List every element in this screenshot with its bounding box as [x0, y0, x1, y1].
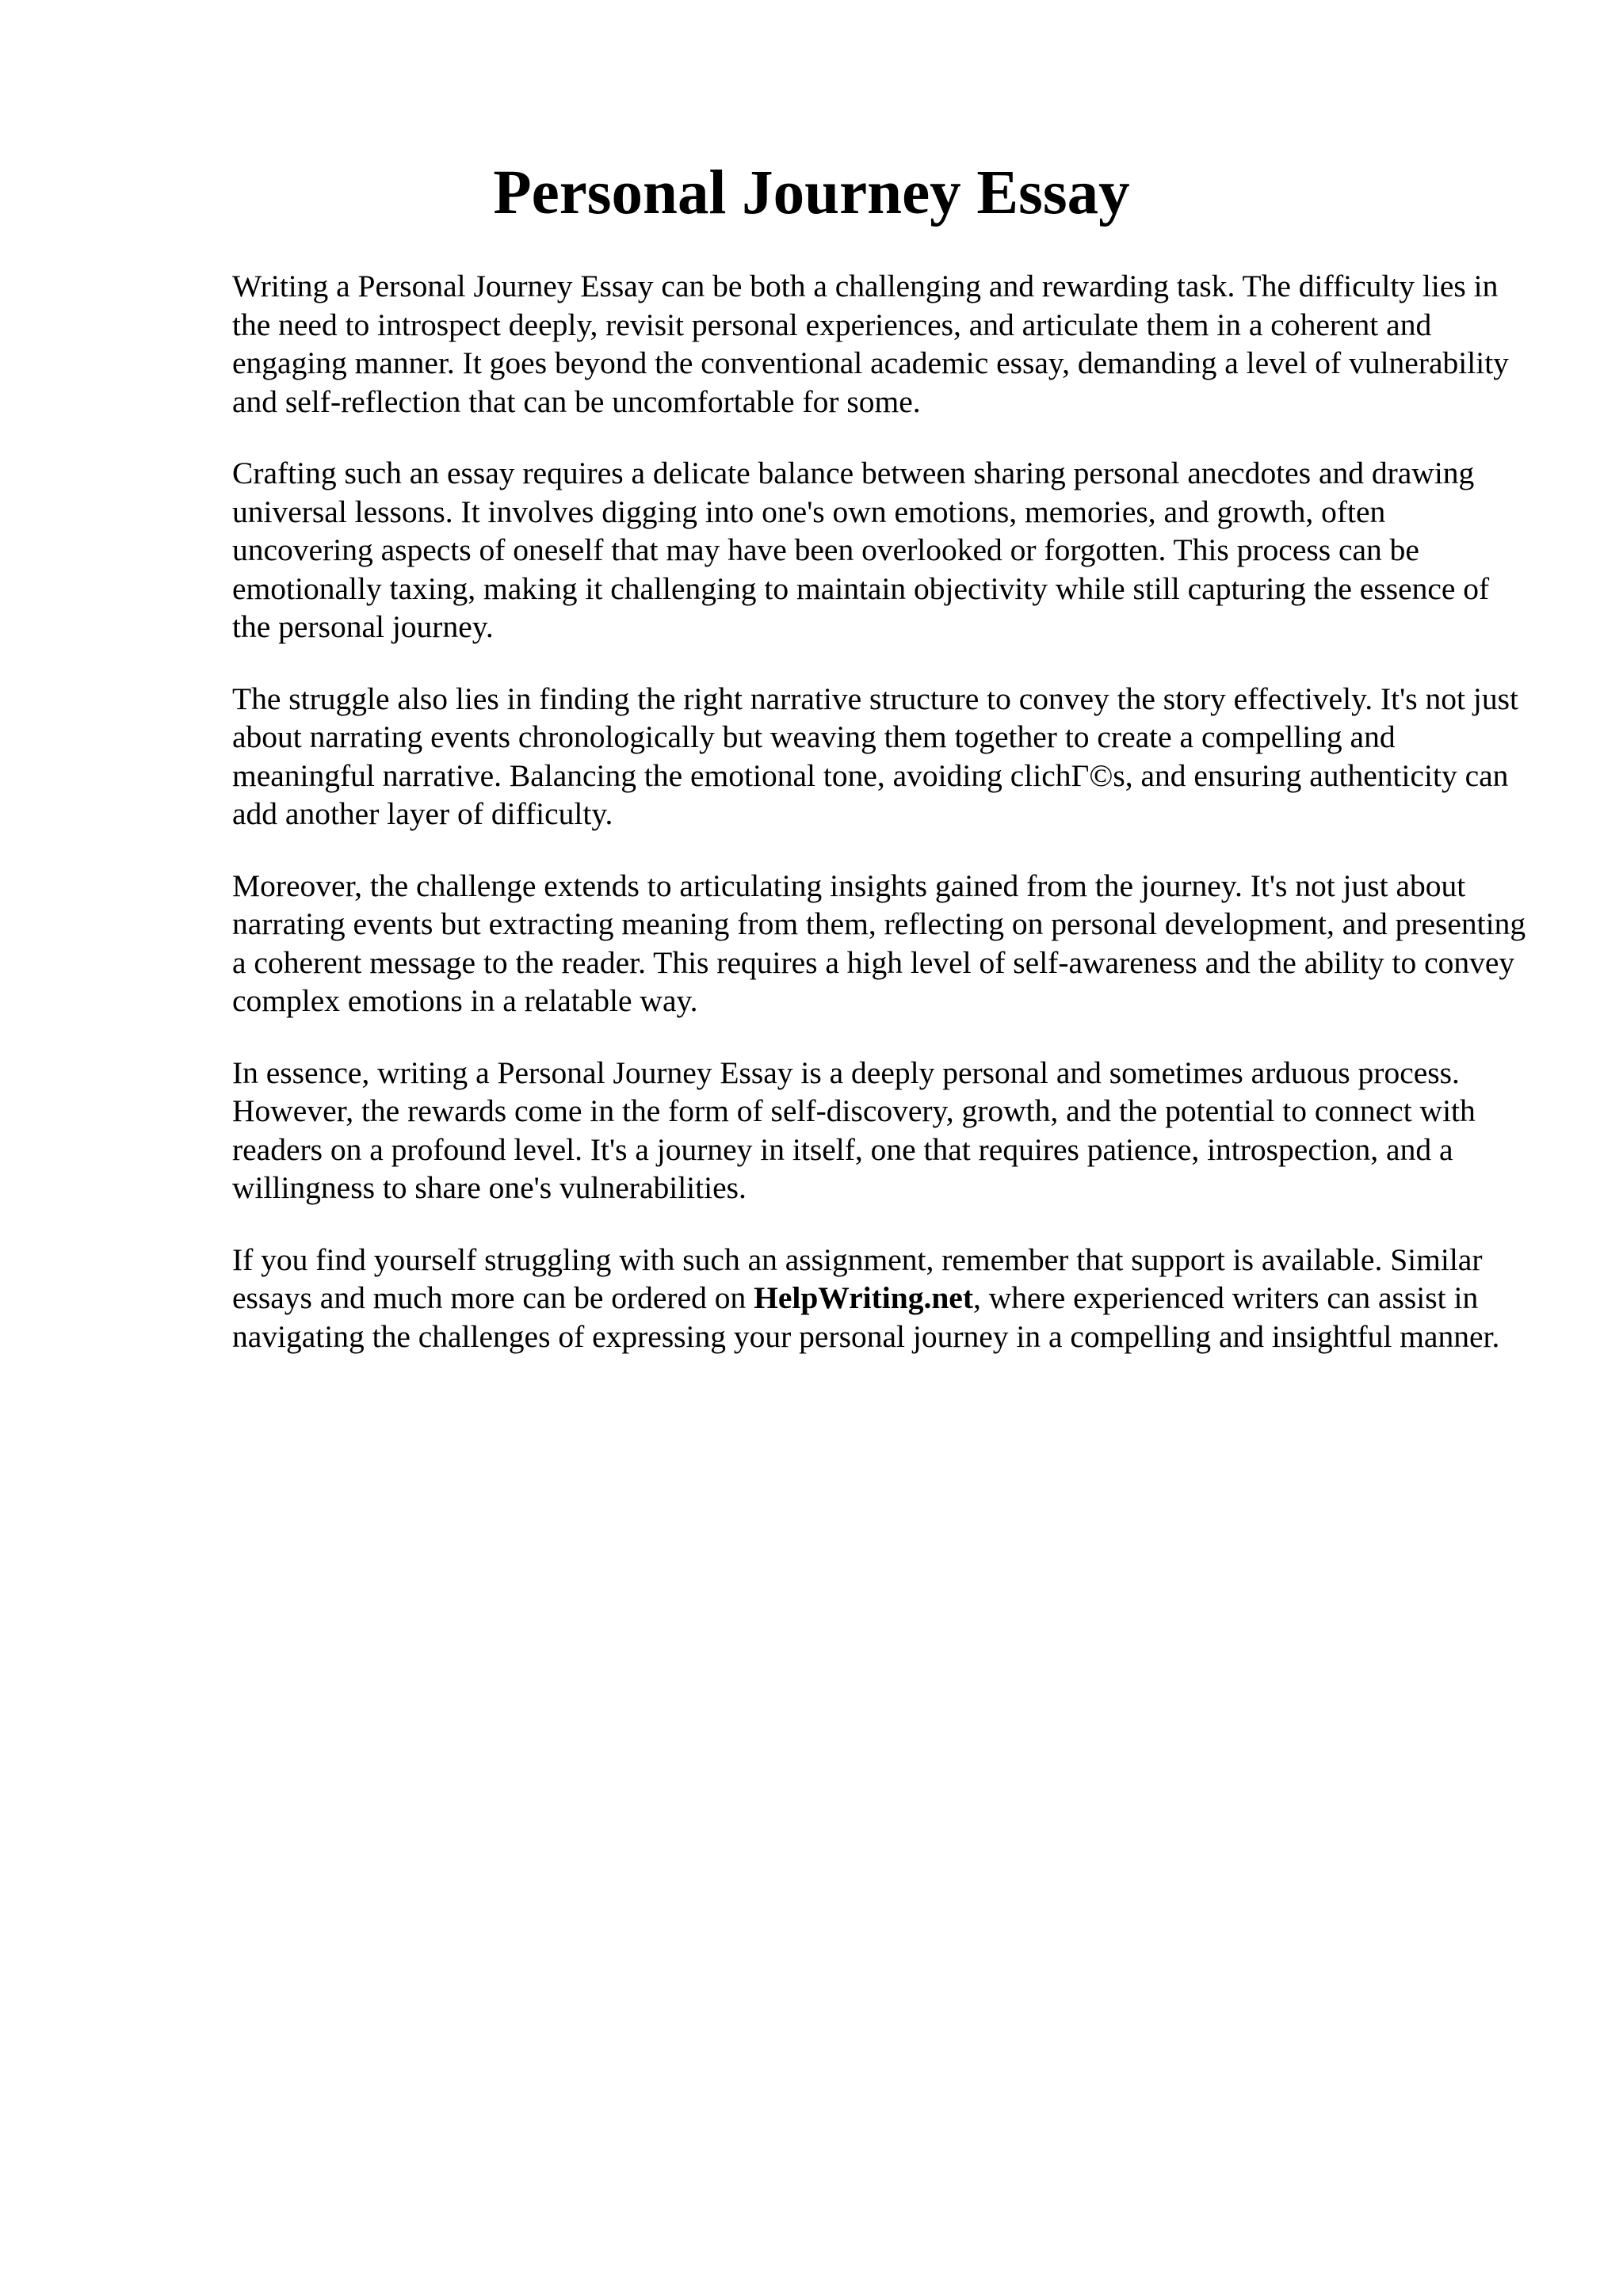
brand-name: HelpWriting.net — [754, 1280, 973, 1315]
paragraph-2: Crafting such an essay requires a delicate balance between sharing personal anecdotes and drawing universal lessons. It involves digging into one's own emotions, memories, and growth, often uncovering aspects of oneself that may have been overlooked or forgotten. This process can be emotionally taxing, making it challenging to maintain objectivity while still capturing the essence of the personal journey. — [232, 456, 1490, 644]
document-body — [232, 267, 1532, 1389]
closing-text-before: If you find yourself struggling with such an assignment, remember that support is available. Similar essays and much more can be ordered on — [232, 1241, 1483, 1315]
paragraph-1: Writing a Personal Journey Essay can be both a challenging and rewarding task. The difficulty lies in the need to introspect deeply, revisit personal experiences, and articulate them in a coherent and engaging manner. It goes beyond the conventional academic essay, demanding a level of vulnerability and self-reflection that can be uncomfortable for some. — [232, 269, 1509, 419]
paragraph-3: The struggle also lies in finding the right narrative structure to convey the story effectively. It's not just about narrating events chronologically but weaving them together to create a compelling and meaningful narrative. Balancing the emotional tone, avoiding clichΓ©s, and ensuring authenticity can add another layer of difficulty. — [232, 681, 1518, 831]
closing-paragraph — [232, 1241, 1532, 1356]
paragraph-4: Moreover, the challenge extends to articulating insights gained from the journey. It's not just about narrating events but extracting meaning from them, reflecting on personal development, and presenting a coherent message to the reader. This requires a high level of self-awareness and the ability to convey complex emotions in a relatable way. — [232, 868, 1526, 1018]
paragraph-5: In essence, writing a Personal Journey Essay is a deeply personal and sometimes arduous process. However, the rewards come in the form of self-discovery, growth, and the potential to connect with readers on a profound level. It's a journey in itself, one that requires patience, introspection, and a willingness to share one's vulnerabilities. — [232, 1055, 1476, 1205]
document-title: Personal Journey Essay — [493, 158, 1130, 227]
closing-text-after: , where experienced writers can assist in navigating the challenges of expressing your personal journey in a compelling and insightful manner. — [232, 1280, 1500, 1354]
